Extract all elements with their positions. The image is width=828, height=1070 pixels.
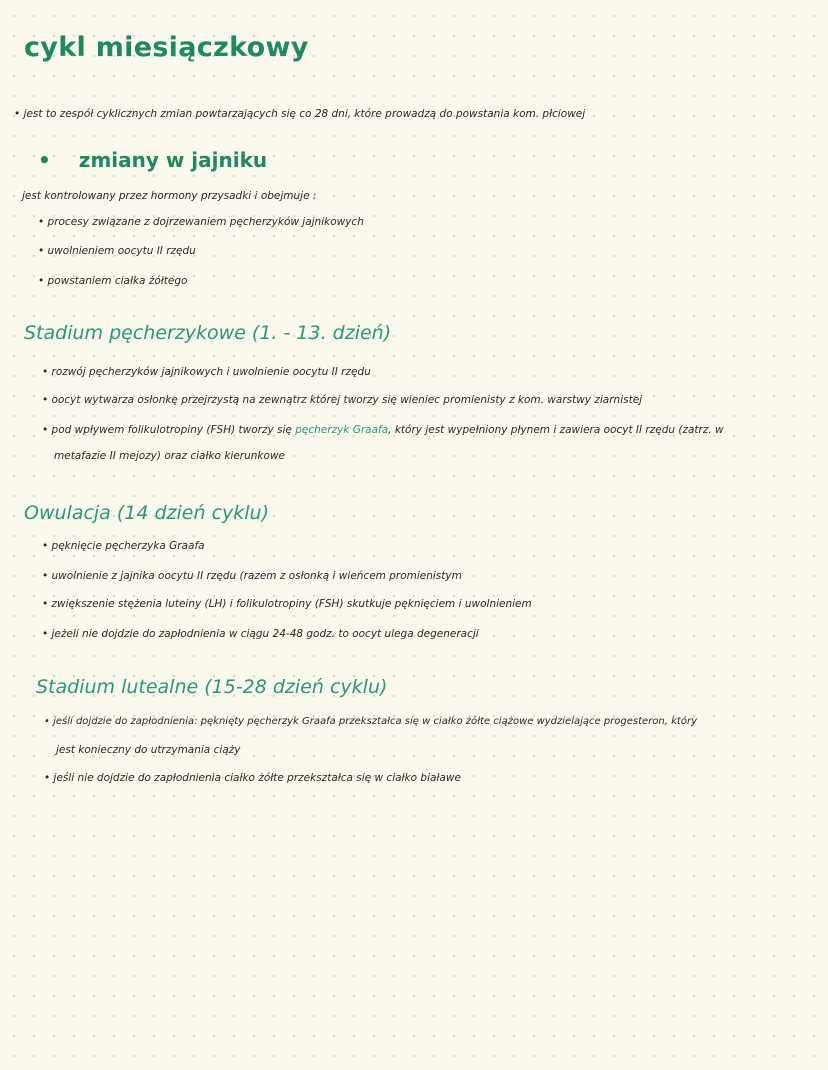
bullet-icon: •	[38, 148, 51, 172]
list-item: • jeżeli nie dojdzie do zapłodnienia w ciągu 24-48 godz. to oocyt ulega degeneracji	[42, 628, 479, 640]
list-item: • jeśli nie dojdzie do zapłodnienia ciałko żółte przekształca się w ciałko białawe	[44, 772, 461, 784]
list-item: • procesy związane z dojrzewaniem pęcherzyków jajnikowych	[38, 216, 364, 228]
luteal-heading: Stadium lutealne (15-28 dzień cyklu)	[36, 676, 388, 698]
list-item	[42, 424, 724, 436]
intro-text: • jest to zespół cyklicznych zmian powtarzających się co 28 dni, które prowadzą do powstania kom. płciowej	[14, 108, 586, 120]
ovary-heading-label: zmiany w jajniku	[78, 148, 268, 172]
list-item: • uwolnieniem oocytu II rzędu	[38, 245, 196, 257]
follicular-text-b: , który jest wypełniony płynem i zawiera oocyt II rzędu (zatrz. w	[388, 424, 724, 436]
page-title: cykl miesiączkowy	[24, 32, 309, 63]
list-item-continuation: jest konieczny do utrzymania ciąży	[56, 744, 241, 756]
follicular-text-a: • pod wpływem folikulotropiny (FSH) tworzy się	[42, 424, 292, 436]
list-item: • rozwój pęcherzyków jajnikowych i uwolnienie oocytu II rzędu	[42, 366, 371, 378]
list-item: • powstaniem ciałka żółtego	[38, 275, 188, 287]
follicular-heading: Stadium pęcherzykowe (1. - 13. dzień)	[24, 322, 392, 344]
ovulation-heading: Owulacja (14 dzień cyklu)	[24, 502, 270, 524]
ovary-heading	[38, 148, 267, 172]
list-item-continuation: metafazie II mejozy) oraz ciałko kierunkowe	[54, 450, 285, 462]
list-item: • pęknięcie pęcherzyka Graafa	[42, 540, 205, 552]
list-item: • zwiększenie stężenia luteiny (LH) i folikulotropiny (FSH) skutkuje pęknięciem i uwolnieniem	[42, 598, 532, 610]
ovary-lead: jest kontrolowany przez hormony przysadki i obejmuje :	[22, 190, 317, 202]
graafian-follicle-term: pęcherzyk Graafa	[295, 424, 389, 436]
list-item: • uwolnienie z jajnika oocytu II rzędu (razem z osłonką i wieńcem promienistym	[42, 570, 462, 582]
list-item: • jeśli dojdzie do zapłodnienia: pęknięty pęcherzyk Graafa przekształca się w ciałko żółte ciążowe wydzielające progesteron, który	[44, 716, 697, 727]
list-item: • oocyt wytwarza osłonkę przejrzystą na zewnątrz której tworzy się wieniec promienisty z kom. warstwy ziarnistej	[42, 394, 643, 406]
